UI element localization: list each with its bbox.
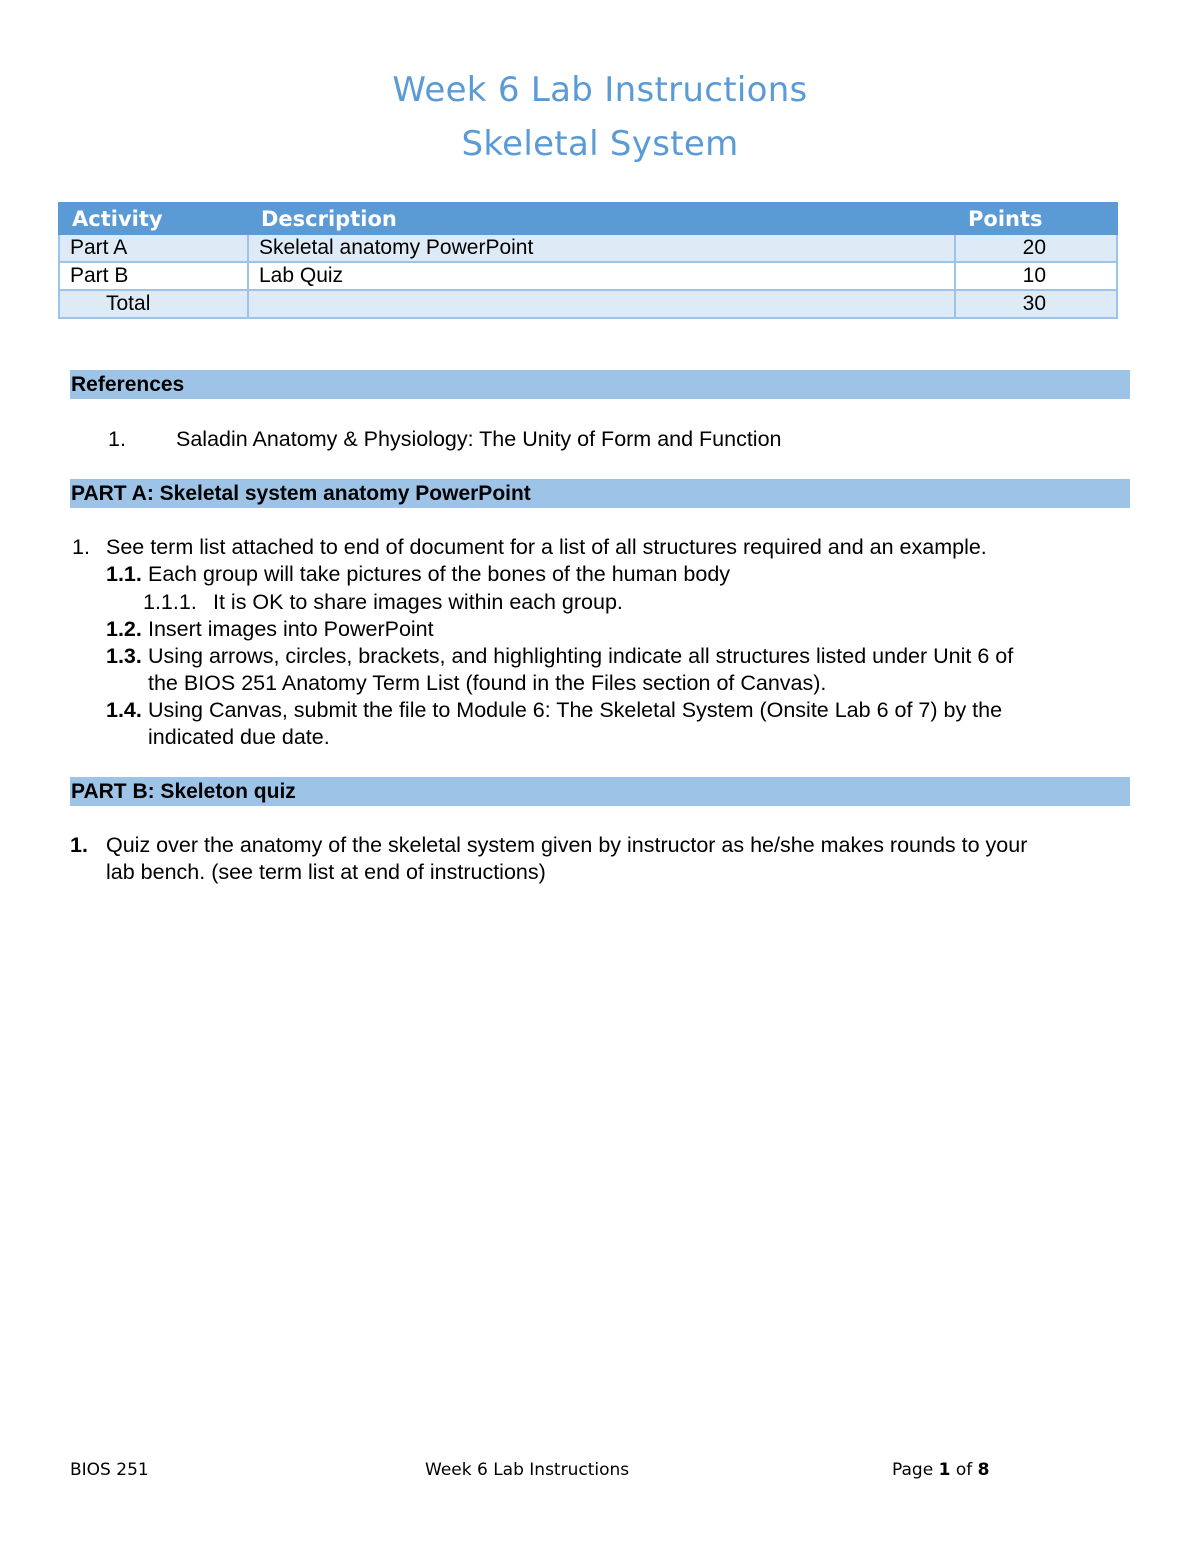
cell-activity: Part A <box>59 234 248 262</box>
cell-description: Skeletal anatomy PowerPoint <box>248 234 955 262</box>
list-number: 1. <box>72 535 90 559</box>
list-item-text: Using arrows, circles, brackets, and highlighting indicate all structures listed under Unit 6 of <box>148 644 1014 668</box>
cell-points: 10 <box>955 262 1117 290</box>
cell-total-points: 30 <box>955 290 1117 318</box>
table-header-row <box>59 203 1117 234</box>
footer-course: BIOS 251 <box>70 1460 149 1480</box>
list-item-text-cont: the BIOS 251 Anatomy Term List (found in the Files section of Canvas). <box>148 671 827 695</box>
part-b-heading: PART B: Skeleton quiz <box>70 777 1130 806</box>
cell-activity: Part B <box>59 262 248 290</box>
list-item-text: Quiz over the anatomy of the skeletal system given by instructor as he/she makes rounds to your <box>106 833 1028 857</box>
page-total: 8 <box>977 1460 990 1480</box>
header-points: Points <box>955 203 1117 234</box>
cell-description <box>248 290 955 318</box>
page-subtitle: Skeletal System <box>461 124 739 164</box>
list-item-text-cont: indicated due date. <box>148 725 330 749</box>
list-item-text: It is OK to share images within each group. <box>213 590 623 614</box>
table-row-total <box>59 290 1117 318</box>
part-a-heading: PART A: Skeletal system anatomy PowerPoint <box>70 479 1130 508</box>
cell-points: 20 <box>955 234 1117 262</box>
footer-doc-title: Week 6 Lab Instructions <box>425 1460 630 1480</box>
page-current: 1 <box>938 1460 951 1480</box>
list-item-text: See term list attached to end of document for a list of all structures required and an example. <box>106 535 987 559</box>
page-label: Page <box>892 1460 934 1480</box>
references-heading: References <box>70 370 1130 399</box>
list-item-text-cont: lab bench. (see term list at end of instructions) <box>106 860 546 884</box>
list-item-text: Insert images into PowerPoint <box>148 617 434 641</box>
points-table <box>58 202 1118 319</box>
header-description: Description <box>248 203 955 234</box>
list-item-text: Each group will take pictures of the bones of the human body <box>148 562 731 586</box>
reference-text: Saladin Anatomy & Physiology: The Unity of Form and Function <box>176 427 782 451</box>
footer-page-number <box>892 1460 989 1480</box>
cell-description: Lab Quiz <box>248 262 955 290</box>
list-number: 1.1. <box>106 562 142 586</box>
of-label: of <box>955 1460 973 1480</box>
list-item-text: Using Canvas, submit the file to Module 6: The Skeletal System (Onsite Lab 6 of 7) by the <box>148 698 1003 722</box>
list-number: 1.2. <box>106 617 142 641</box>
cell-total-label: Total <box>59 290 248 318</box>
table-row <box>59 262 1117 290</box>
list-number: 1.1.1. <box>143 590 197 614</box>
list-number: 1.4. <box>106 698 142 722</box>
list-number: 1.3. <box>106 644 142 668</box>
page-title: Week 6 Lab Instructions <box>392 70 808 110</box>
reference-number: 1. <box>108 427 126 451</box>
list-number: 1. <box>70 833 88 857</box>
table-row <box>59 234 1117 262</box>
header-activity: Activity <box>59 203 248 234</box>
